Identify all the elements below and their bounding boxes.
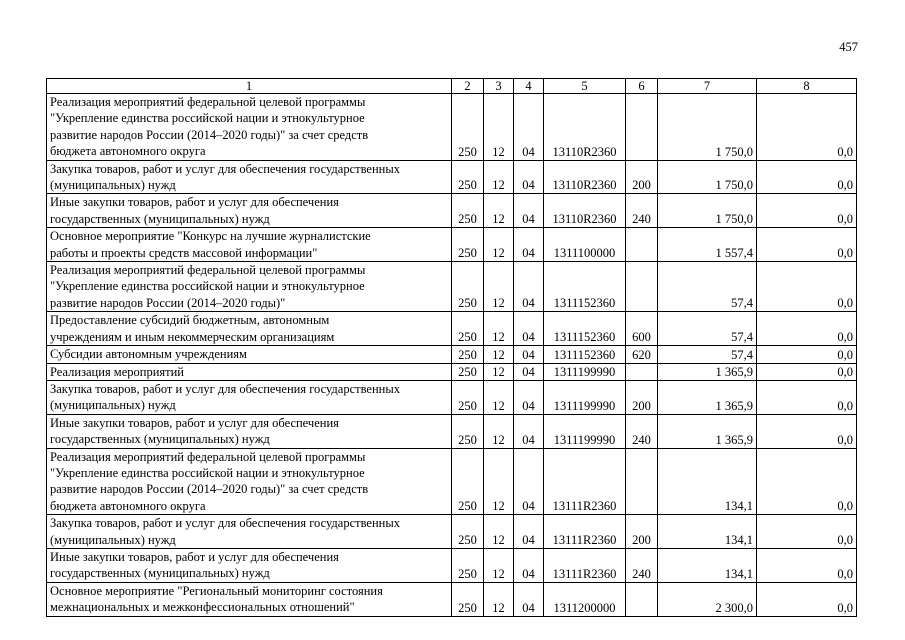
row-col-5: 1311199990 (544, 363, 626, 380)
row-col-4: 04 (514, 582, 544, 616)
row-col-7: 1 557,4 (658, 228, 757, 262)
row-col-4: 04 (514, 380, 544, 414)
table-row (47, 363, 857, 380)
row-col-3: 12 (484, 228, 514, 262)
row-col-7: 1 365,9 (658, 414, 757, 448)
row-col-7: 134,1 (658, 548, 757, 582)
row-col-4: 04 (514, 346, 544, 363)
column-header: 5 (544, 79, 626, 94)
table-row (47, 548, 857, 582)
row-description: Реализация мероприятий федеральной целевой программы "Укрепление единства российской нации и этнокультурное развитие народов России (2014–2020 годы)" за счет средств бюджета автономного округа (47, 94, 452, 161)
row-description: Иные закупки товаров, работ и услуг для обеспечения государственных (муниципальных) нужд (47, 414, 452, 448)
row-col-6: 200 (626, 160, 658, 194)
budget-table (46, 78, 857, 617)
column-header: 6 (626, 79, 658, 94)
row-col-3: 12 (484, 262, 514, 312)
row-col-7: 57,4 (658, 262, 757, 312)
row-col-7: 1 365,9 (658, 363, 757, 380)
row-col-7: 57,4 (658, 312, 757, 346)
row-col-5: 1311152360 (544, 312, 626, 346)
row-col-5: 13110R2360 (544, 194, 626, 228)
table-row (47, 515, 857, 549)
row-col-4: 04 (514, 548, 544, 582)
row-col-6: 240 (626, 548, 658, 582)
row-col-6 (626, 582, 658, 616)
row-col-4: 04 (514, 160, 544, 194)
row-col-8: 0,0 (757, 414, 857, 448)
row-col-3: 12 (484, 582, 514, 616)
row-col-7: 57,4 (658, 346, 757, 363)
row-col-3: 12 (484, 346, 514, 363)
row-col-2: 250 (452, 228, 484, 262)
row-col-4: 04 (514, 312, 544, 346)
row-col-8: 0,0 (757, 160, 857, 194)
row-col-8: 0,0 (757, 228, 857, 262)
row-col-8: 0,0 (757, 363, 857, 380)
row-col-7: 1 750,0 (658, 94, 757, 161)
row-description: Реализация мероприятий федеральной целевой программы "Укрепление единства российской нации и этнокультурное развитие народов России (2014–2020 годы)" (47, 262, 452, 312)
row-col-7: 1 365,9 (658, 380, 757, 414)
row-col-2: 250 (452, 194, 484, 228)
row-col-2: 250 (452, 380, 484, 414)
header-row (47, 79, 857, 94)
row-description: Иные закупки товаров, работ и услуг для обеспечения государственных (муниципальных) нужд (47, 548, 452, 582)
row-description: Предоставление субсидий бюджетным, автономным учреждениям и иным некоммерческим организациям (47, 312, 452, 346)
row-description: Закупка товаров, работ и услуг для обеспечения государственных (муниципальных) нужд (47, 515, 452, 549)
row-col-8: 0,0 (757, 582, 857, 616)
row-col-8: 0,0 (757, 380, 857, 414)
row-col-2: 250 (452, 94, 484, 161)
row-col-3: 12 (484, 380, 514, 414)
table-row (47, 160, 857, 194)
column-header: 2 (452, 79, 484, 94)
row-col-7: 134,1 (658, 448, 757, 515)
row-col-3: 12 (484, 363, 514, 380)
row-col-3: 12 (484, 414, 514, 448)
row-col-6 (626, 448, 658, 515)
row-col-7: 1 750,0 (658, 194, 757, 228)
table-row (47, 312, 857, 346)
row-col-6 (626, 262, 658, 312)
row-col-3: 12 (484, 312, 514, 346)
row-col-2: 250 (452, 346, 484, 363)
table-row (47, 262, 857, 312)
row-col-5: 13110R2360 (544, 94, 626, 161)
row-col-5: 13111R2360 (544, 448, 626, 515)
table-row (47, 346, 857, 363)
row-col-5: 1311200000 (544, 582, 626, 616)
column-header: 1 (47, 79, 452, 94)
row-col-2: 250 (452, 363, 484, 380)
row-col-2: 250 (452, 548, 484, 582)
row-col-8: 0,0 (757, 312, 857, 346)
row-col-6: 240 (626, 414, 658, 448)
row-col-6 (626, 228, 658, 262)
row-col-5: 1311100000 (544, 228, 626, 262)
row-col-3: 12 (484, 448, 514, 515)
row-col-2: 250 (452, 582, 484, 616)
column-header: 7 (658, 79, 757, 94)
row-col-4: 04 (514, 414, 544, 448)
row-col-7: 134,1 (658, 515, 757, 549)
row-col-4: 04 (514, 448, 544, 515)
row-col-7: 1 750,0 (658, 160, 757, 194)
column-header: 8 (757, 79, 857, 94)
row-col-8: 0,0 (757, 94, 857, 161)
row-col-5: 1311152360 (544, 346, 626, 363)
row-col-4: 04 (514, 515, 544, 549)
row-description: Закупка товаров, работ и услуг для обеспечения государственных (муниципальных) нужд (47, 160, 452, 194)
row-col-2: 250 (452, 448, 484, 515)
row-col-6: 620 (626, 346, 658, 363)
table-row (47, 94, 857, 161)
row-col-4: 04 (514, 262, 544, 312)
row-col-3: 12 (484, 194, 514, 228)
row-col-4: 04 (514, 363, 544, 380)
row-col-5: 1311199990 (544, 414, 626, 448)
row-col-6: 600 (626, 312, 658, 346)
table-body (47, 94, 857, 617)
row-col-8: 0,0 (757, 194, 857, 228)
column-header: 4 (514, 79, 544, 94)
row-col-3: 12 (484, 94, 514, 161)
row-col-6 (626, 94, 658, 161)
row-col-6 (626, 363, 658, 380)
row-description: Закупка товаров, работ и услуг для обеспечения государственных (муниципальных) нужд (47, 380, 452, 414)
row-col-2: 250 (452, 515, 484, 549)
column-header: 3 (484, 79, 514, 94)
row-col-5: 1311199990 (544, 380, 626, 414)
row-col-3: 12 (484, 160, 514, 194)
row-description: Иные закупки товаров, работ и услуг для обеспечения государственных (муниципальных) нужд (47, 194, 452, 228)
table-row (47, 380, 857, 414)
row-col-4: 04 (514, 194, 544, 228)
row-col-2: 250 (452, 312, 484, 346)
table-row (47, 448, 857, 515)
row-description: Основное мероприятие "Конкурс на лучшие журналистские работы и проекты средств массовой информации" (47, 228, 452, 262)
row-col-4: 04 (514, 94, 544, 161)
row-description: Субсидии автономным учреждениям (47, 346, 452, 363)
row-col-4: 04 (514, 228, 544, 262)
table-row (47, 228, 857, 262)
row-col-6: 200 (626, 380, 658, 414)
row-col-6: 240 (626, 194, 658, 228)
row-description: Основное мероприятие "Региональный мониторинг состояния межнациональных и межконфессиональных отношений" (47, 582, 452, 616)
row-description: Реализация мероприятий (47, 363, 452, 380)
row-col-5: 13111R2360 (544, 515, 626, 549)
row-col-3: 12 (484, 548, 514, 582)
row-col-8: 0,0 (757, 515, 857, 549)
row-col-8: 0,0 (757, 346, 857, 363)
row-col-6: 200 (626, 515, 658, 549)
row-description: Реализация мероприятий федеральной целевой программы "Укрепление единства российской нации и этнокультурное развитие народов России (2014–2020 годы)" за счет средств бюджета автономного округа (47, 448, 452, 515)
table-row (47, 414, 857, 448)
row-col-8: 0,0 (757, 262, 857, 312)
row-col-2: 250 (452, 160, 484, 194)
row-col-8: 0,0 (757, 448, 857, 515)
row-col-8: 0,0 (757, 548, 857, 582)
table-row (47, 582, 857, 616)
row-col-5: 1311152360 (544, 262, 626, 312)
row-col-2: 250 (452, 262, 484, 312)
row-col-7: 2 300,0 (658, 582, 757, 616)
row-col-5: 13110R2360 (544, 160, 626, 194)
row-col-2: 250 (452, 414, 484, 448)
page-number: 457 (839, 40, 858, 54)
row-col-3: 12 (484, 515, 514, 549)
row-col-5: 13111R2360 (544, 548, 626, 582)
table-row (47, 194, 857, 228)
